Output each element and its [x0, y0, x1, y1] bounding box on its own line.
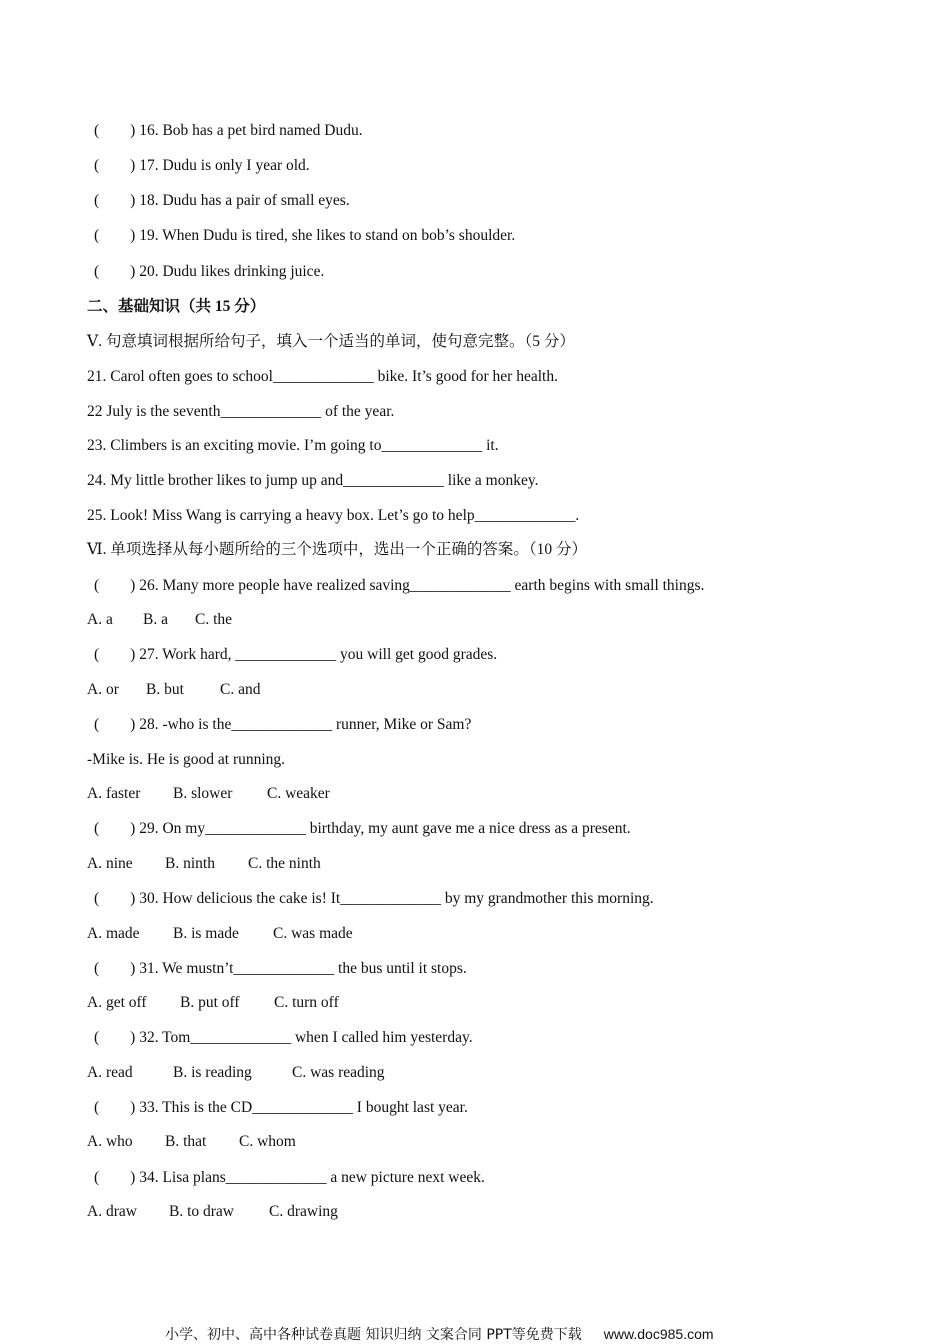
fill-item-23: 23. Climbers is an exciting movie. I’m going to_____________ it. [87, 437, 499, 454]
option-a: A. a [87, 611, 113, 628]
footer-url[interactable]: www.doc985.com [603, 1326, 714, 1342]
answer-paren: ( ) [94, 577, 136, 594]
option-c: C. weaker [267, 785, 330, 802]
option-b: B. but [146, 681, 184, 698]
fill-item-25: 25. Look! Miss Wang is carrying a heavy box. Let’s go to help_____________. [87, 507, 580, 524]
option-a: A. get off [87, 994, 147, 1011]
mc-question-27 [94, 645, 497, 665]
question-text: 34. Lisa plans_____________ a new picture next week. [139, 1169, 485, 1186]
option-b: B. that [165, 1133, 207, 1150]
fill-item-22: 22 July is the seventh_____________ of the year. [87, 403, 395, 420]
mc-options-32 [87, 1063, 385, 1083]
fill-item-21: 21. Carol often goes to school_____________ bike. It’s good for her health. [87, 368, 558, 385]
option-b: B. put off [180, 994, 240, 1011]
question-text: 28. -who is the_____________ runner, Mike or Sam? [139, 716, 472, 733]
mc-options-34 [87, 1202, 338, 1222]
mc-question-29 [94, 819, 631, 839]
mc-options-30 [87, 924, 353, 944]
mc-options-27 [87, 680, 260, 700]
mc-question-26 [94, 576, 704, 596]
mc-options-28 [87, 784, 330, 804]
footer-text: 小学、初中、高中各种试卷真题 知识归纳 文案合同 PPT等免费下载 [165, 1327, 582, 1343]
option-b: B. to draw [169, 1203, 235, 1220]
question-text: 33. This is the CD_____________ I bought last year. [139, 1099, 468, 1116]
mc-options-31 [87, 993, 339, 1013]
option-a: A. made [87, 925, 140, 942]
option-b: B. is made [173, 925, 239, 942]
question-text: 20. Dudu likes drinking juice. [139, 263, 325, 280]
answer-paren: ( ) [94, 960, 136, 977]
question-text: 30. How delicious the cake is! It_____________ by my grandmother this morning. [139, 890, 654, 907]
mc-question-32 [94, 1028, 473, 1048]
answer-paren: ( ) [94, 890, 136, 907]
question-text: 19. When Dudu is tired, she likes to stand on bob’s shoulder. [139, 227, 516, 244]
tf-item-19 [94, 226, 515, 246]
answer-paren: ( ) [94, 122, 136, 139]
mc-answer-line-28: -Mike is. He is good at running. [87, 751, 286, 768]
mc-options-33 [87, 1132, 296, 1152]
question-text: 27. Work hard, _____________ you will get good grades. [139, 646, 498, 663]
option-a: A. or [87, 681, 119, 698]
mc-question-28 [94, 715, 471, 735]
part-vi-heading: Ⅵ. 单项选择从每小题所给的三个选项中，选出一个正确的答案。（10 分） [87, 541, 587, 558]
answer-paren: ( ) [94, 820, 136, 837]
answer-paren: ( ) [94, 157, 136, 174]
tf-item-17 [94, 156, 310, 176]
question-text: 32. Tom_____________ when I called him yesterday. [139, 1029, 473, 1046]
option-c: C. whom [239, 1133, 296, 1150]
option-c: C. turn off [274, 994, 339, 1011]
question-text: 26. Many more people have realized saving_____________ earth begins with small things. [139, 577, 705, 594]
mc-question-33 [94, 1098, 468, 1118]
mc-question-30 [94, 889, 654, 909]
option-b: B. is reading [173, 1064, 252, 1081]
option-b: B. a [143, 611, 168, 628]
mc-question-34 [94, 1168, 485, 1188]
option-c: C. was reading [292, 1064, 385, 1081]
option-a: A. read [87, 1064, 133, 1081]
option-a: A. draw [87, 1203, 137, 1220]
question-text: 31. We mustn’t_____________ the bus until it stops. [139, 960, 467, 977]
answer-paren: ( ) [94, 1029, 136, 1046]
option-b: B. slower [173, 785, 233, 802]
page-footer [165, 1324, 714, 1344]
option-c: C. was made [273, 925, 353, 942]
option-c: C. the ninth [248, 855, 321, 872]
answer-paren: ( ) [94, 1099, 136, 1116]
tf-item-16 [94, 121, 363, 141]
question-text: 29. On my_____________ birthday, my aunt gave me a nice dress as a present. [139, 820, 631, 837]
answer-paren: ( ) [94, 716, 136, 733]
question-text: 18. Dudu has a pair of small eyes. [139, 192, 350, 209]
option-a: A. nine [87, 855, 133, 872]
question-text: 16. Bob has a pet bird named Dudu. [139, 122, 363, 139]
answer-paren: ( ) [94, 192, 136, 209]
option-c: C. the [195, 611, 233, 628]
tf-item-20 [94, 262, 324, 282]
mc-options-29 [87, 854, 321, 874]
option-a: A. who [87, 1133, 133, 1150]
section-title: 二、基础知识（共 15 分） [87, 298, 266, 315]
option-c: C. drawing [269, 1203, 338, 1220]
option-c: C. and [220, 681, 261, 698]
tf-item-18 [94, 191, 350, 211]
question-text: 17. Dudu is only I year old. [139, 157, 310, 174]
option-b: B. ninth [165, 855, 215, 872]
mc-question-31 [94, 959, 467, 979]
mc-options-26 [87, 610, 232, 630]
fill-item-24: 24. My little brother likes to jump up and_____________ like a monkey. [87, 472, 539, 489]
part-v-heading: Ⅴ. 句意填词根据所给句子，填入一个适当的单词，使句意完整。（5 分） [87, 333, 575, 350]
option-a: A. faster [87, 785, 141, 802]
answer-paren: ( ) [94, 646, 136, 663]
answer-paren: ( ) [94, 227, 136, 244]
answer-paren: ( ) [94, 263, 136, 280]
answer-paren: ( ) [94, 1169, 136, 1186]
